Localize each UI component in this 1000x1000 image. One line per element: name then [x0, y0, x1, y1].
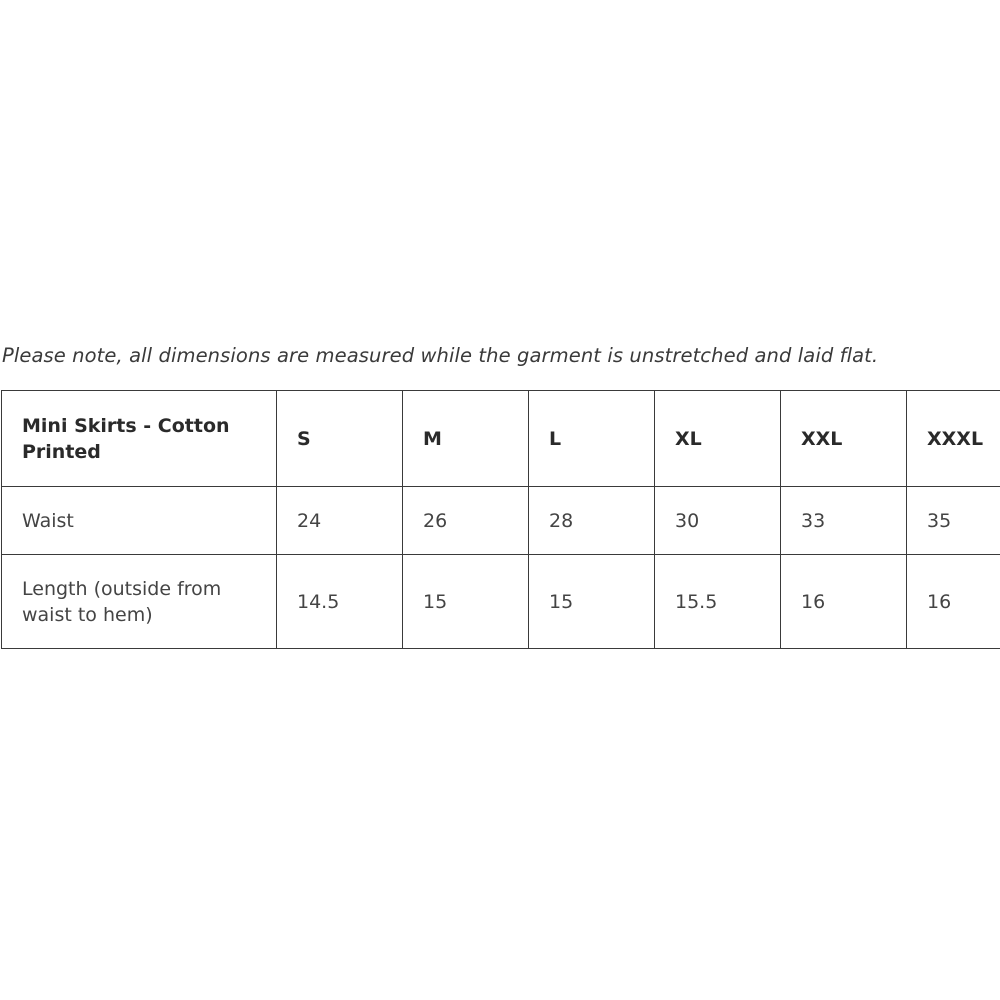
table-cell: 14.5 [277, 555, 403, 649]
table-cell: 15 [403, 555, 529, 649]
table-header-row [2, 391, 1000, 487]
table-row-waist [2, 487, 1000, 555]
table-cell: 26 [403, 487, 529, 555]
size-chart-table [1, 390, 1000, 649]
size-header-m: M [403, 391, 529, 487]
row-label-length: Length (outside from waist to hem) [2, 555, 277, 649]
table-cell: 15 [529, 555, 655, 649]
size-header-l: L [529, 391, 655, 487]
table-cell: 35 [907, 487, 1000, 555]
table-cell: 15.5 [655, 555, 781, 649]
product-name-header: Mini Skirts - Cotton Printed [2, 391, 277, 487]
row-label-waist: Waist [2, 487, 277, 555]
table-cell: 30 [655, 487, 781, 555]
table-row-length [2, 555, 1000, 649]
table-cell: 16 [781, 555, 907, 649]
measurement-note: Please note, all dimensions are measured while the garment is unstretched and laid flat. [2, 344, 879, 367]
size-header-xxl: XXL [781, 391, 907, 487]
size-header-xl: XL [655, 391, 781, 487]
table-cell: 16 [907, 555, 1000, 649]
table-cell: 33 [781, 487, 907, 555]
table-cell: 28 [529, 487, 655, 555]
table-cell: 24 [277, 487, 403, 555]
size-header-s: S [277, 391, 403, 487]
size-header-xxxl: XXXL [907, 391, 1000, 487]
